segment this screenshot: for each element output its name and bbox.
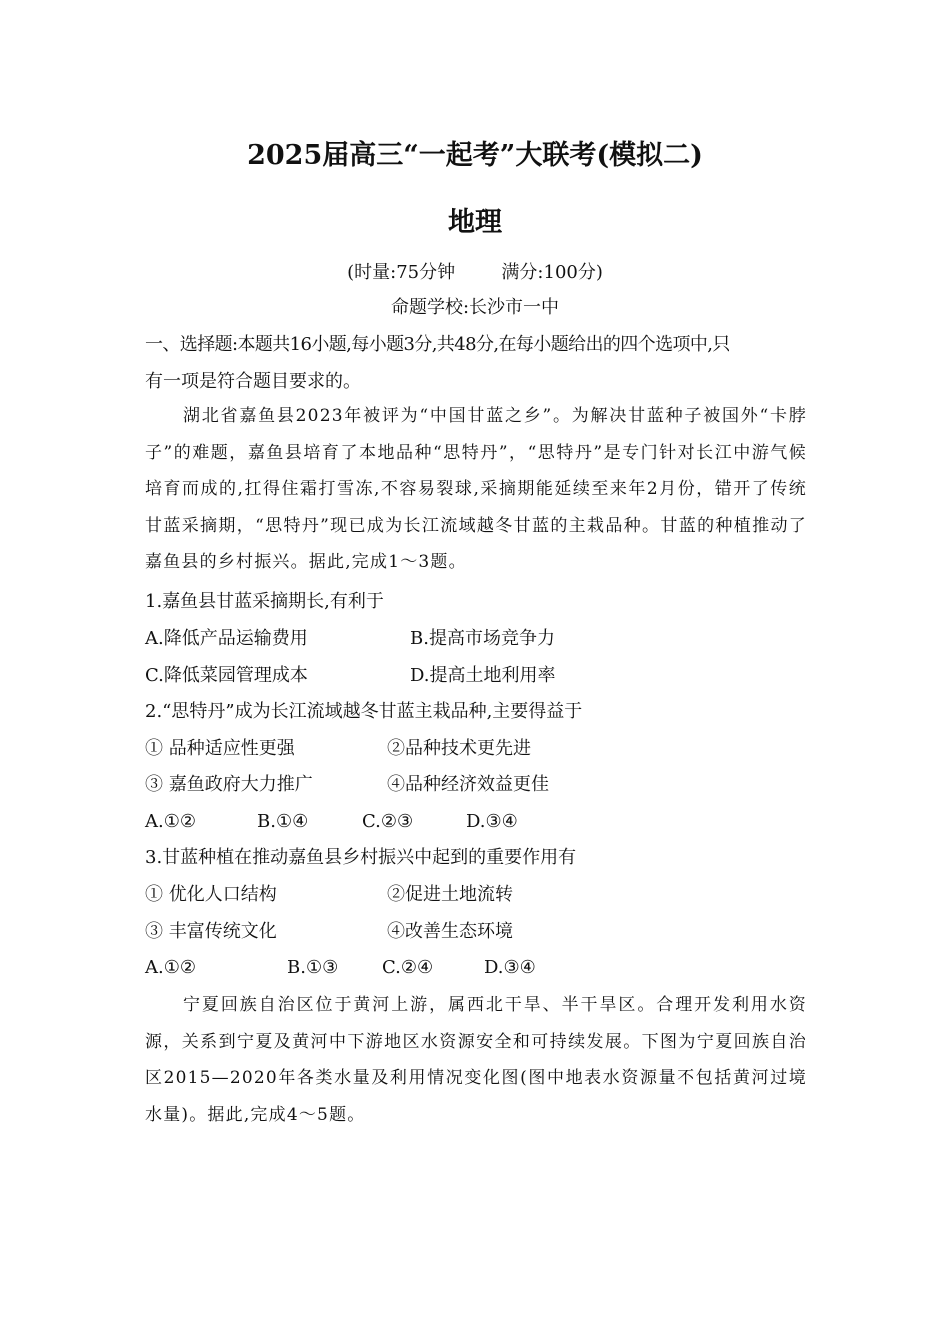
question-3-option-c: C.②④ bbox=[382, 957, 434, 978]
exam-title: 2025届高三“一起考”大联考(模拟二) bbox=[247, 140, 703, 171]
section-instruction-line2: 有一项是符合题目要求的。 bbox=[145, 371, 361, 392]
question-3-statement-2: ②促进土地流转 bbox=[387, 884, 513, 905]
question-2-statement-4: ④品种经济效益更佳 bbox=[387, 774, 549, 795]
question-2-statement-1: ① 品种适应性更强 bbox=[145, 738, 295, 759]
question-1-stem: 1.嘉鱼县甘蓝采摘期长,有利于 bbox=[145, 591, 384, 612]
question-2-option-a: A.①② bbox=[145, 811, 196, 832]
subject-title: 地理 bbox=[448, 207, 502, 238]
passage-2: 宁夏回族自治区位于黄河上游，属西北干旱、半干旱区。合理开发利用水资源，关系到宁夏及黄河中下游地区水资源安全和可持续发展。下图为宁夏回族自治区2015—2020年各类水量及利用情况变化图(图中地表水资源量不包括黄河过境水量)。据此,完成4～5题。 bbox=[145, 995, 807, 1125]
question-2-stem: 2.“思特丹”成为长江流域越冬甘蓝主栽品种,主要得益于 bbox=[145, 701, 583, 722]
school-info: 命题学校:长沙市一中 bbox=[390, 297, 560, 318]
question-2-option-d: D.③④ bbox=[466, 811, 518, 832]
section-instruction-line1: 一、选择题:本题共16小题,每小题3分,共48分,在每小题给出的四个选项中,只 bbox=[145, 334, 730, 355]
question-1-option-c: C.降低菜园管理成本 bbox=[145, 665, 308, 686]
question-1-option-a: A.降低产品运输费用 bbox=[145, 628, 308, 649]
question-3-option-b: B.①③ bbox=[287, 957, 339, 978]
question-2-statement-2: ②品种技术更先进 bbox=[387, 738, 531, 759]
time-info: (时量:75分钟 满分:100分) bbox=[347, 262, 603, 283]
question-3-stem: 3.甘蓝种植在推动嘉鱼县乡村振兴中起到的重要作用有 bbox=[145, 847, 577, 868]
question-3-option-d: D.③④ bbox=[484, 957, 536, 978]
question-1-option-d: D.提高土地利用率 bbox=[410, 665, 556, 686]
question-3-statement-4: ④改善生态环境 bbox=[387, 921, 513, 942]
passage-1: 湖北省嘉鱼县2023年被评为“中国甘蓝之乡”。为解决甘蓝种子被国外“卡脖子”的难题，嘉鱼县培育了本地品种“思特丹”，“思特丹”是专门针对长江中游气候培育而成的,扛得住霜打雪冻,不容易裂球,采摘期能延续至来年2月份，错开了传统甘蓝采摘期，“思特丹”现已成为长江流域越冬甘蓝的主栽品种。甘蓝的种植推动了嘉鱼县的乡村振兴。据此,完成1～3题。 bbox=[145, 406, 807, 572]
question-2-statement-3: ③ 嘉鱼政府大力推广 bbox=[145, 774, 313, 795]
question-3-statement-1: ① 优化人口结构 bbox=[145, 884, 277, 905]
question-3-option-a: A.①② bbox=[145, 957, 196, 978]
question-2-option-c: C.②③ bbox=[362, 811, 414, 832]
question-1-option-b: B.提高市场竞争力 bbox=[410, 628, 555, 649]
question-3-statement-3: ③ 丰富传统文化 bbox=[145, 921, 277, 942]
question-2-option-b: B.①④ bbox=[257, 811, 309, 832]
